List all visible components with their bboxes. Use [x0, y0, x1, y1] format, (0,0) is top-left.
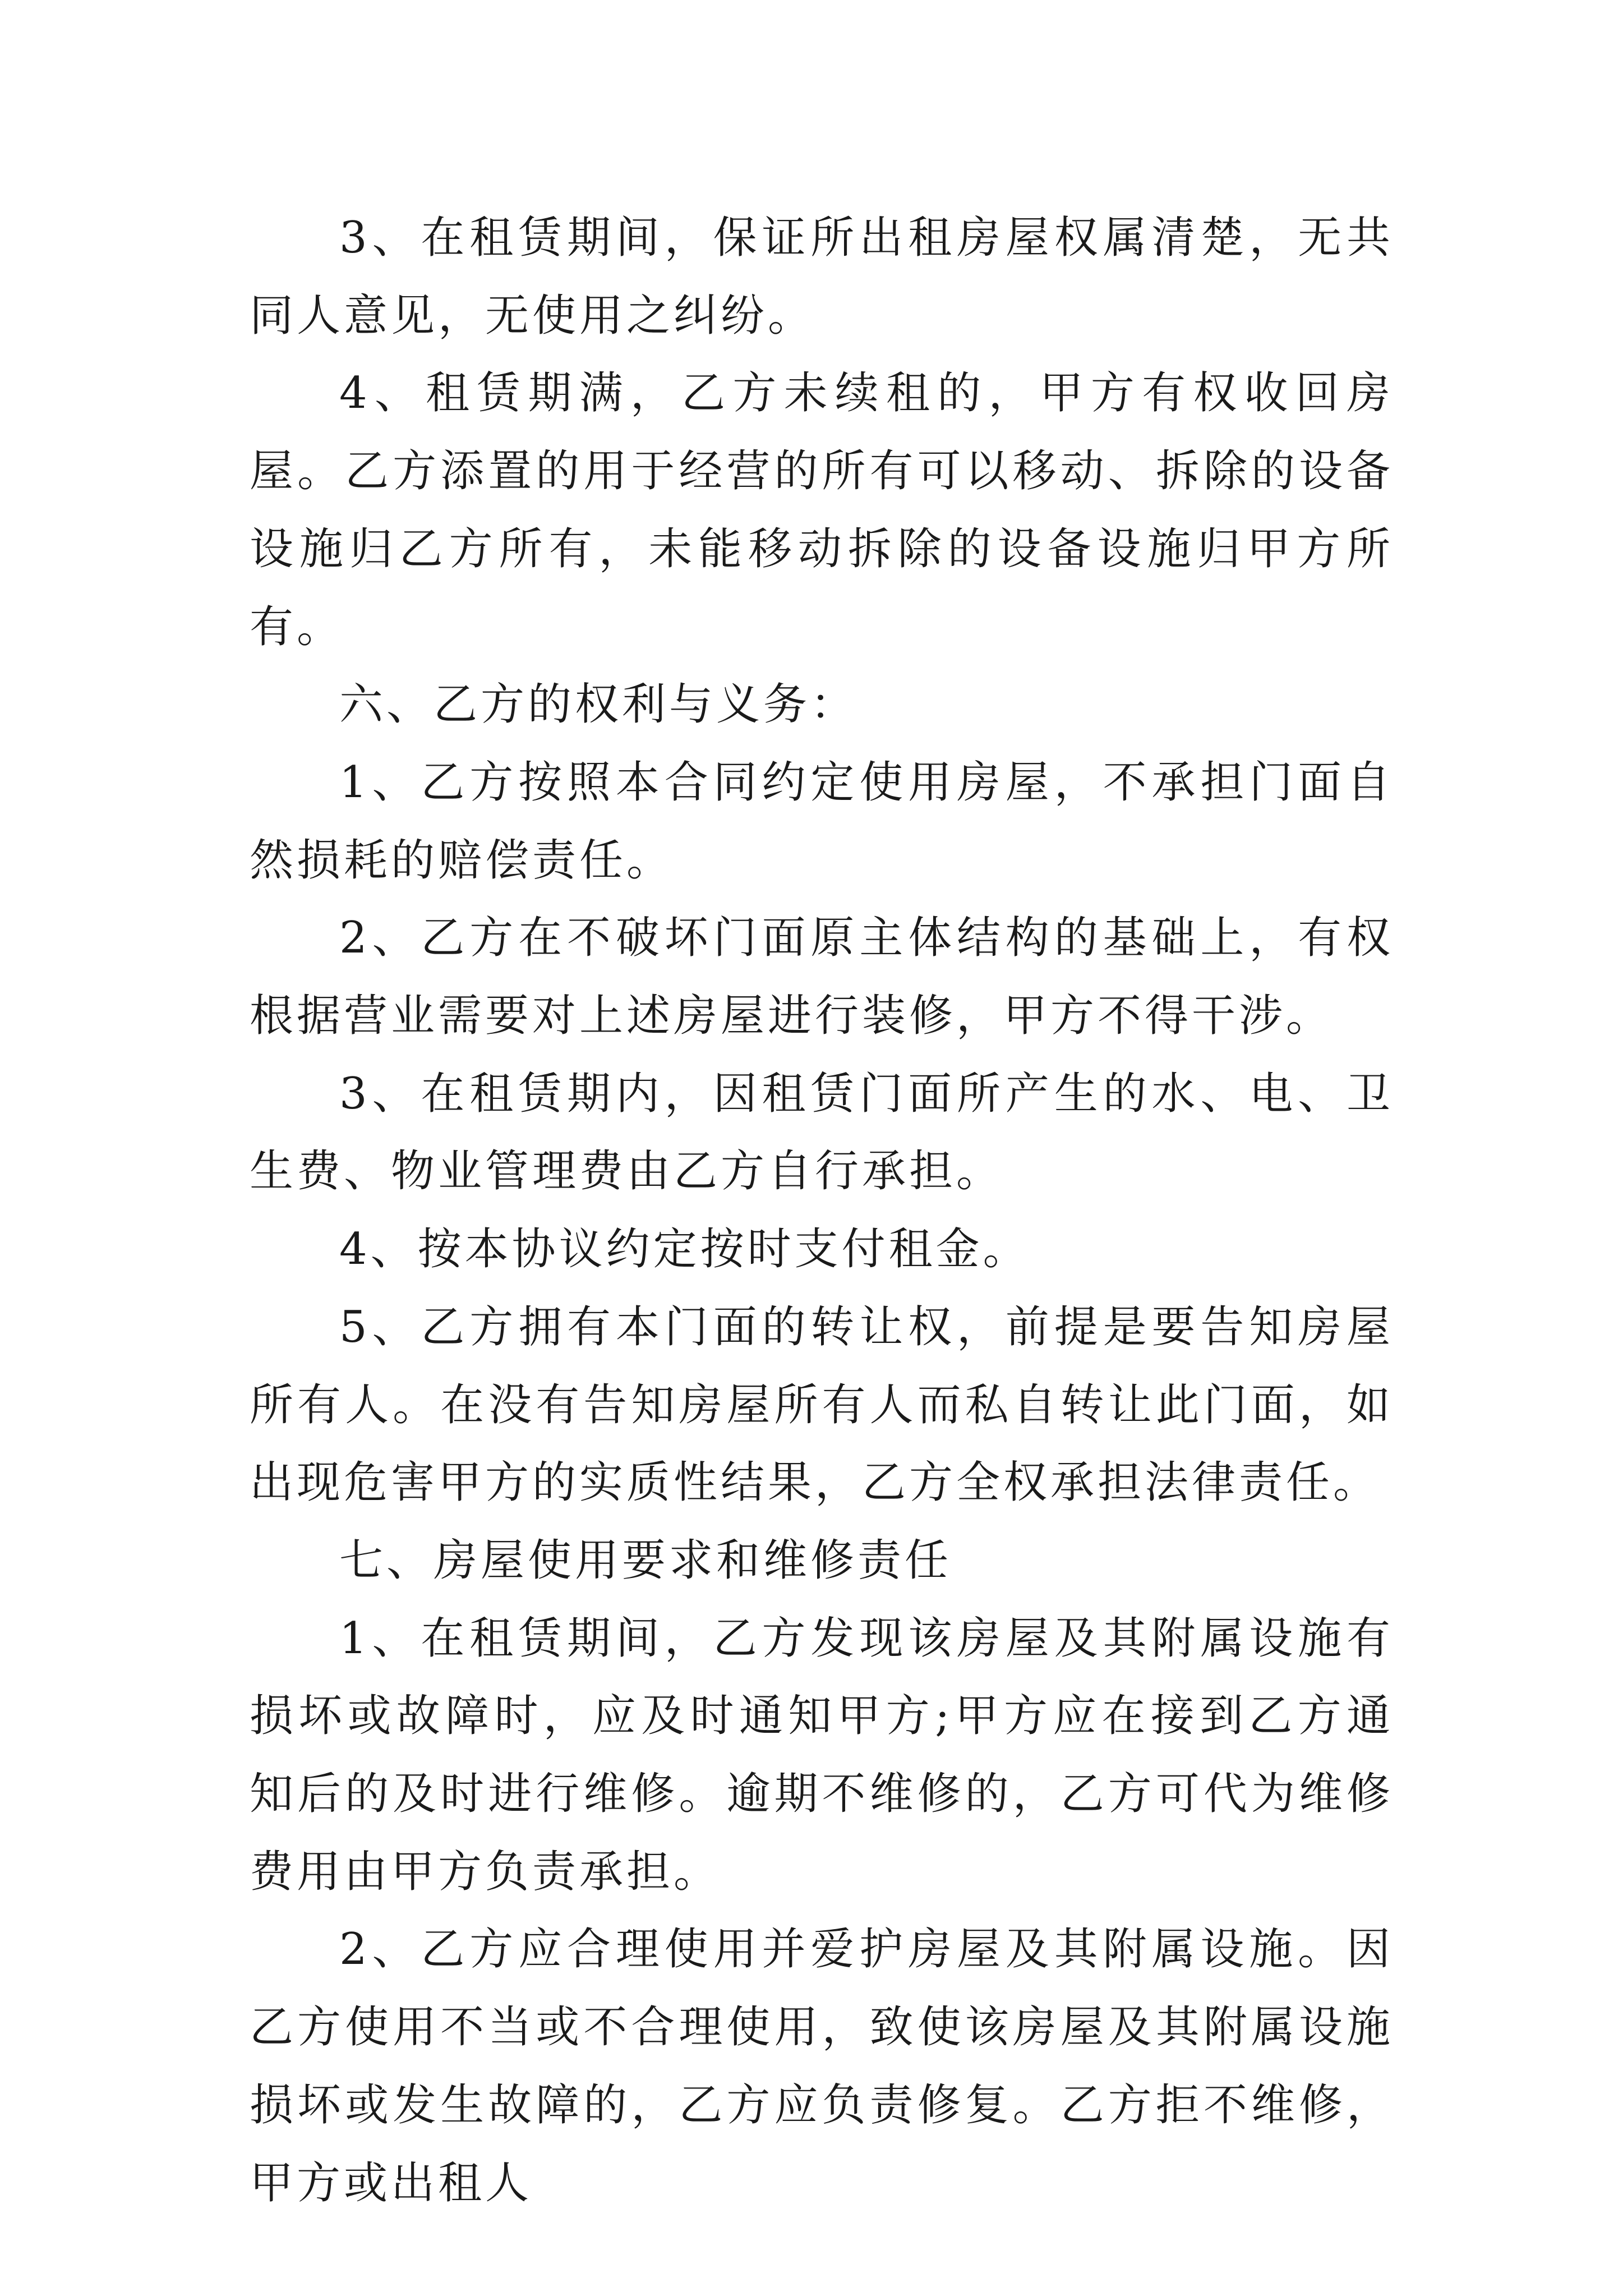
- paragraph-6: 4、按本协议约定按时支付租金。: [339, 1224, 1030, 1275]
- paragraph-4: 2、乙方在不破坏门面原主体结构的基础上，有权根据营业需要对上述房屋进行装修，甲方不得干涉。: [250, 913, 1394, 1042]
- paragraph-3: 1、乙方按照本合同约定使用房屋，不承担门面自然损耗的赔偿责任。: [250, 757, 1394, 886]
- paragraph-5: 3、在租赁期内，因租赁门面所产生的水、电、卫生费、物业管理费由乙方自行承担。: [250, 1068, 1394, 1197]
- paragraph-2: 4、租赁期满，乙方未续租的，甲方有权收回房屋。乙方添置的用于经营的所有可以移动、拆除的设备设施归乙方所有，未能移动拆除的设备设施归甲方所有。: [250, 368, 1394, 652]
- paragraph-8: 1、在租赁期间，乙方发现该房屋及其附属设施有损坏或故障时，应及时通知甲方;甲方应在接到乙方通知后的及时进行维修。逾期不维修的，乙方可代为维修费用由甲方负责承担。: [250, 1613, 1394, 1897]
- paragraph-1: 3、在租赁期间，保证所出租房屋权属清楚，无共同人意见，无使用之纠纷。: [250, 213, 1394, 341]
- section-heading-7: 七、房屋使用要求和维修责任: [339, 1535, 952, 1586]
- paragraph-7: 5、乙方拥有本门面的转让权，前提是要告知房屋所有人。在没有告知房屋所有人而私自转让此门面，如出现危害甲方的实质性结果，乙方全权承担法律责任。: [250, 1301, 1394, 1508]
- section-heading-6: 六、乙方的权利与义务：: [339, 679, 858, 730]
- document-body: [250, 199, 1394, 2222]
- paragraph-9: 2、乙方应合理使用并爱护房屋及其附属设施。因乙方使用不当或不合理使用，致使该房屋及其附属设施损坏或发生故障的，乙方应负责修复。乙方拒不维修，甲方或出租人: [250, 1924, 1394, 2208]
